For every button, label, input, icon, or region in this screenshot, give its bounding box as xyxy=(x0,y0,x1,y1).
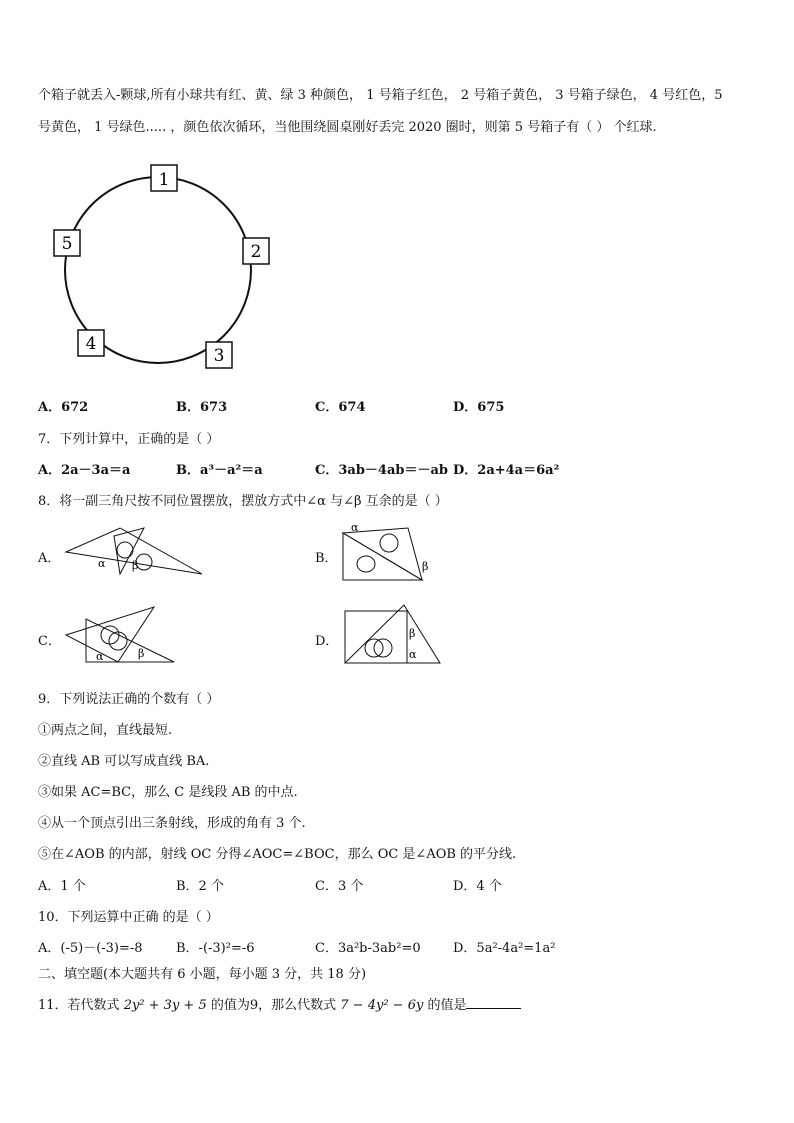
q11-mid: 的值为9，那么代数式 xyxy=(210,998,337,1013)
box-3 xyxy=(206,342,232,368)
q8-figure-b xyxy=(340,518,440,583)
svg-text:3: 3 xyxy=(213,346,225,366)
q9-item-1: ①两点之间，直线最短. xyxy=(38,723,173,738)
svg-text:α: α xyxy=(96,650,104,663)
q11-suffix: 的值是 xyxy=(427,998,467,1013)
q8-label-d[interactable]: D． xyxy=(315,634,339,649)
q8-figure-a xyxy=(62,522,207,582)
q9-option-c[interactable]: C．3 个 xyxy=(315,879,364,894)
svg-text:5: 5 xyxy=(61,234,73,254)
q6-option-a[interactable]: A．672 xyxy=(38,400,89,415)
svg-text:α: α xyxy=(409,648,417,661)
q6-text-line-2: 号黄色， 1 号绿色..... ，颜色依次循环，当他围绕圆桌刚好丢完 2020 圈时，则第 5 号箱子有（ ） 个红球. xyxy=(38,120,657,135)
svg-text:α: α xyxy=(351,521,359,534)
q10-option-a[interactable]: A．(-5)－(-3)=-8 xyxy=(38,941,143,956)
q8-stem: 8．将一副三角尺按不同位置摆放，摆放方式中∠α 与∠β 互余的是（ ） xyxy=(38,494,448,509)
q7-stem: 7．下列计算中，正确的是（ ） xyxy=(38,432,220,447)
q11-answer-blank[interactable] xyxy=(466,996,521,1009)
circle-boxes-diagram xyxy=(48,160,278,370)
q9-option-d[interactable]: D．4 个 xyxy=(453,879,502,894)
q6-option-b[interactable]: B．673 xyxy=(176,400,228,415)
q11-expression-2: 7 − 4y² − 6y xyxy=(340,998,424,1013)
box-4 xyxy=(78,330,104,356)
q7-option-a[interactable]: A．2a－3a＝a xyxy=(38,463,131,478)
svg-text:β: β xyxy=(138,647,145,660)
q9-item-4: ④从一个顶点引出三条射线，形成的角有 3 个. xyxy=(38,816,306,831)
q8-figure-d xyxy=(342,603,444,665)
q7-option-d[interactable]: D．2a+4a＝6a² xyxy=(453,463,560,478)
q9-option-b[interactable]: B．2 个 xyxy=(176,879,224,894)
q6-option-d[interactable]: D．675 xyxy=(453,400,505,415)
q7-option-c[interactable]: C．3ab－4ab＝－ab xyxy=(315,463,448,478)
box-5 xyxy=(54,230,80,256)
q11-prefix: 11．若代数式 xyxy=(38,998,120,1013)
q8-label-c[interactable]: C． xyxy=(38,634,61,649)
q9-item-5: ⑤在∠AOB 的内部，射线 OC 分得∠AOC=∠BOC，那么 OC 是∠AOB 的平分线. xyxy=(38,847,517,862)
q8-figure-c xyxy=(62,605,180,665)
q9-option-a[interactable]: A．1 个 xyxy=(38,879,86,894)
q11-stem xyxy=(38,994,521,1013)
q9-item-3: ③如果 AC=BC，那么 C 是线段 AB 的中点. xyxy=(38,785,298,800)
svg-text:β: β xyxy=(422,560,429,573)
svg-text:β: β xyxy=(409,627,416,640)
q6-option-c[interactable]: C．674 xyxy=(315,400,366,415)
q10-option-b[interactable]: B．-(-3)²=-6 xyxy=(176,941,255,956)
q9-stem: 9．下列说法正确的个数有（ ） xyxy=(38,692,220,707)
q9-item-2: ②直线 AB 可以写成直线 BA. xyxy=(38,754,210,769)
svg-text:β: β xyxy=(132,559,139,572)
q10-option-d[interactable]: D．5a²-4a²=1a² xyxy=(453,941,556,956)
svg-text:4: 4 xyxy=(85,334,97,354)
svg-text:2: 2 xyxy=(250,242,262,262)
q10-stem: 10．下列运算中正确 的是（ ） xyxy=(38,910,219,925)
q10-option-c[interactable]: C．3a²b-3ab²=0 xyxy=(315,941,421,956)
q7-option-b[interactable]: B．a³－a²＝a xyxy=(176,463,263,478)
section-heading-fill-in: 二、填空题(本大题共有 6 小题，每小题 3 分，共 18 分) xyxy=(38,967,367,982)
box-2 xyxy=(243,238,269,264)
box-1 xyxy=(151,165,177,191)
svg-text:1: 1 xyxy=(158,170,170,190)
q6-text-line-1: 个箱子就丢入-颗球,所有小球共有红、黄、绿 3 种颜色， 1 号箱子红色， 2 号箱子黄色， 3 号箱子绿色， 4 号红色，5 xyxy=(38,88,723,103)
q11-expression-1: 2y² + 3y + 5 xyxy=(123,998,207,1013)
svg-text:α: α xyxy=(98,557,106,570)
q8-label-b[interactable]: B． xyxy=(315,551,338,566)
q8-label-a[interactable]: A． xyxy=(38,551,61,566)
